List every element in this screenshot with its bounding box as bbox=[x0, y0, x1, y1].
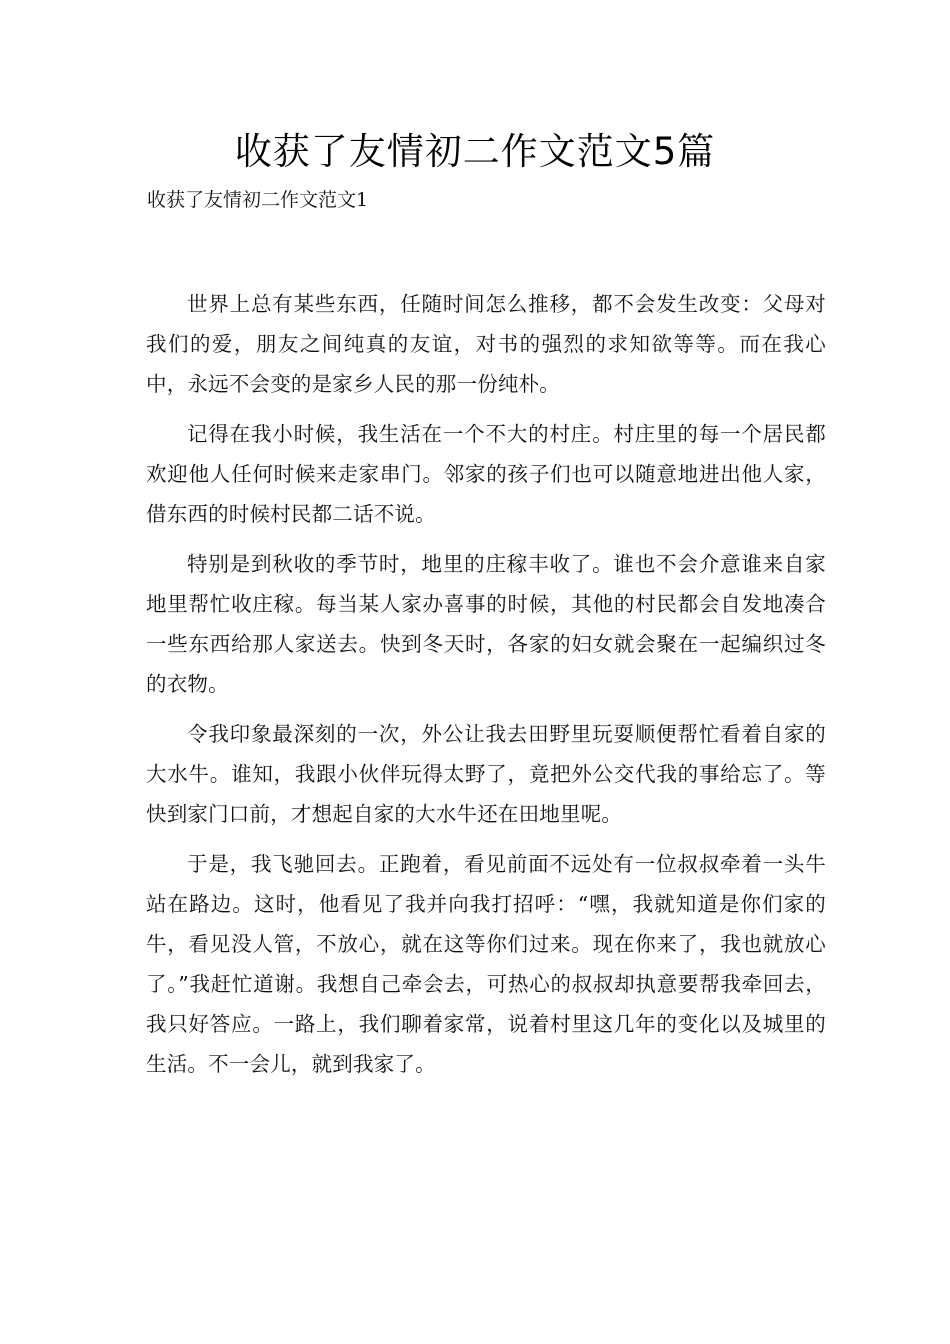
paragraph: 特别是到秋收的季节时，地里的庄稼丰收了。谁也不会介意谁来自家地里帮忙收庄稼。每当某人家办喜事的时候，其他的村民都会自发地凑合一些东西给那人家送去。快到冬天时，各家的妇女就会聚在一起编织过冬的衣物。 bbox=[146, 552, 826, 696]
paragraph: 令我印象最深刻的一次，外公让我去田野里玩耍顺便帮忙看着自家的大水牛。谁知，我跟小伙伴玩得太野了，竟把外公交代我的事给忘了。等快到家门口前，才想起自家的大水牛还在田地里呢。 bbox=[146, 722, 826, 826]
paragraph: 记得在我小时候，我生活在一个不大的村庄。村庄里的每一个居民都欢迎他人任何时候来走家串门。邻家的孩子们也可以随意地进出他人家，借东西的时候村民都二话不说。 bbox=[146, 422, 826, 526]
essay-subtitle: 收获了友情初二作文范文1 bbox=[147, 189, 369, 211]
essay-body bbox=[146, 284, 826, 1094]
paragraph: 世界上总有某些东西，任随时间怎么推移，都不会发生改变：父母对我们的爱，朋友之间纯真的友谊，对书的强烈的求知欲等等。而在我心中，永远不会变的是家乡人民的那一份纯朴。 bbox=[146, 292, 826, 396]
paragraph: 于是，我飞驰回去。正跑着，看见前面不远处有一位叔叔牵着一头牛站在路边。这时，他看见了我并向我打招呼：“嘿，我就知道是你们家的牛，看见没人管，不放心，就在这等你们过来。现在你来了，我也就放心了。”我赶忙道谢。我想自己牵会去，可热心的叔叔却执意要帮我牵回去，我只好答应。一路上，我们聊着家常，说着村里这几年的变化以及城里的生活。不一会儿，就到我家了。 bbox=[146, 852, 826, 1076]
document-title: 收获了友情初二作文范文5篇 bbox=[234, 130, 716, 173]
